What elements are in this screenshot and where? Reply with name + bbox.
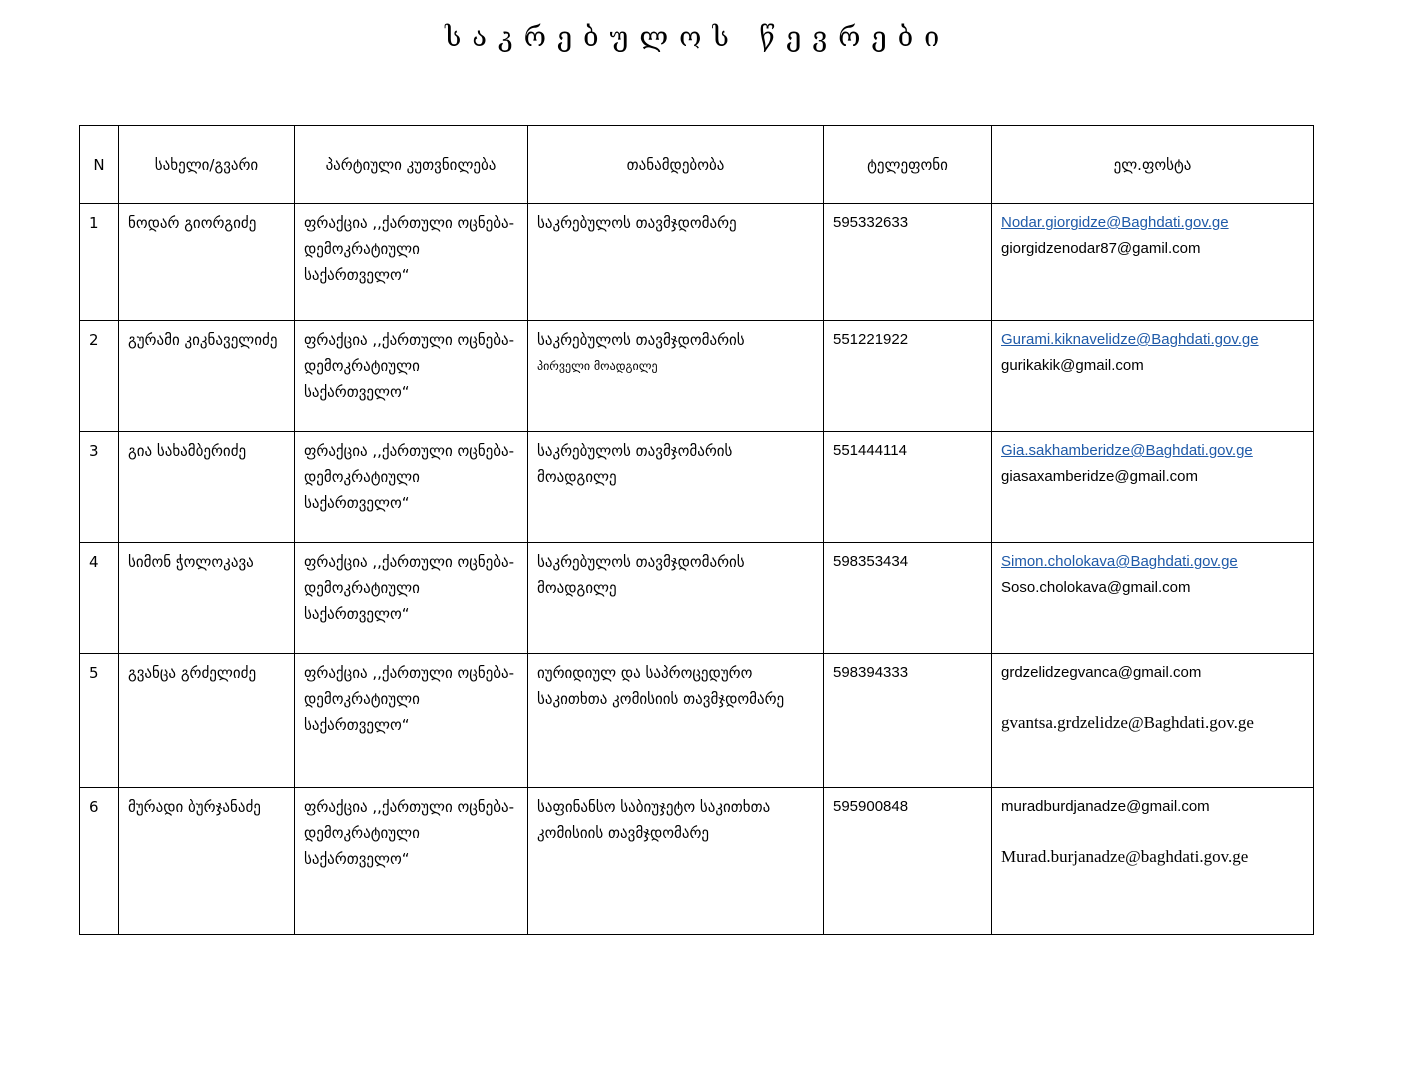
- email-text: gvantsa.grdzelidze@Baghdati.gov.ge: [1001, 713, 1254, 732]
- member-party: ფრაქცია ,,ქართული ოცნება-დემოკრატიული საქართველო“: [295, 654, 528, 788]
- table-header-row: [80, 126, 1314, 204]
- email-link[interactable]: Nodar.giorgidze@Baghdati.gov.ge: [1001, 214, 1229, 231]
- position-text: საკრებულოს თავმჯდომარე: [537, 214, 737, 232]
- row-number: 1: [80, 204, 119, 321]
- email-link[interactable]: Gia.sakhamberidze@Baghdati.gov.ge: [1001, 442, 1253, 459]
- member-phone: 551444114: [824, 432, 992, 543]
- member-email: [992, 543, 1314, 654]
- member-position: [528, 543, 824, 654]
- member-name: გურამი კიკნაველიძე: [119, 321, 295, 432]
- position-text: საკრებულოს თავმჯომარის მოადგილე: [537, 442, 733, 486]
- table-row: [80, 204, 1314, 321]
- member-email: [992, 321, 1314, 432]
- member-email: [992, 788, 1314, 935]
- member-name: გვანცა გრძელიძე: [119, 654, 295, 788]
- member-name: გია სახამბერიძე: [119, 432, 295, 543]
- email-text: Soso.cholokava@gmail.com: [1001, 579, 1191, 596]
- member-phone: 595332633: [824, 204, 992, 321]
- header-position: თანამდებობა: [528, 126, 824, 204]
- member-name: სიმონ ჭოლოკავა: [119, 543, 295, 654]
- position-text: საკრებულოს თავმჯდომარის მოადგილე: [537, 553, 745, 597]
- member-name: ნოდარ გიორგიძე: [119, 204, 295, 321]
- member-party: ფრაქცია ,,ქართული ოცნება-დემოკრატიული საქართველო“: [295, 204, 528, 321]
- email-text: muradburdjanadze@gmail.com: [1001, 798, 1210, 815]
- email-link[interactable]: Simon.cholokava@Baghdati.gov.ge: [1001, 553, 1238, 570]
- position-text: საფინანსო საბიუჯეტო საკითხთა კომისიის თავმჯდომარე: [537, 798, 771, 842]
- page-title: საკრებულოს წევრები: [445, 22, 951, 53]
- member-party: ფრაქცია ,,ქართული ოცნება-დემოკრატიული საქართველო“: [295, 321, 528, 432]
- member-phone: 598353434: [824, 543, 992, 654]
- header-party: პარტიული კუთვნილება: [295, 126, 528, 204]
- position-text: საკრებულოს თავმჯდომარის: [537, 331, 745, 349]
- member-email: [992, 654, 1314, 788]
- member-position: [528, 788, 824, 935]
- table-row: [80, 654, 1314, 788]
- row-number: 4: [80, 543, 119, 654]
- member-phone: 551221922: [824, 321, 992, 432]
- member-name: მურადი ბურჯანაძე: [119, 788, 295, 935]
- member-email: [992, 204, 1314, 321]
- email-text: giorgidzenodar87@gamil.com: [1001, 240, 1201, 257]
- header-number: N: [80, 126, 119, 204]
- member-position: [528, 321, 824, 432]
- header-name: სახელი/გვარი: [119, 126, 295, 204]
- member-phone: 598394333: [824, 654, 992, 788]
- member-email: [992, 432, 1314, 543]
- member-party: ფრაქცია ,,ქართული ოცნება-დემოკრატიული საქართველო“: [295, 432, 528, 543]
- members-table: [79, 125, 1314, 935]
- position-text: იურიდიულ და საპროცედურო საკითხთა კომისიის თავმჯდომარე: [537, 664, 785, 708]
- row-number: 5: [80, 654, 119, 788]
- member-party: ფრაქცია ,,ქართული ოცნება-დემოკრატიული საქართველო“: [295, 788, 528, 935]
- table-row: [80, 543, 1314, 654]
- row-number: 3: [80, 432, 119, 543]
- member-phone: 595900848: [824, 788, 992, 935]
- member-position: [528, 204, 824, 321]
- table-row: [80, 321, 1314, 432]
- header-phone: ტელეფონი: [824, 126, 992, 204]
- position-subtext: პირველი მოადგილე: [537, 359, 658, 373]
- header-email: ელ.ფოსტა: [992, 126, 1314, 204]
- email-text: gurikakik@gmail.com: [1001, 357, 1144, 374]
- email-text: Murad.burjanadze@baghdati.gov.ge: [1001, 847, 1249, 866]
- table-row: [80, 788, 1314, 935]
- email-link[interactable]: Gurami.kiknavelidze@Baghdati.gov.ge: [1001, 331, 1259, 348]
- member-position: [528, 432, 824, 543]
- table-row: [80, 432, 1314, 543]
- member-position: [528, 654, 824, 788]
- row-number: 6: [80, 788, 119, 935]
- email-text: giasaxamberidze@gmail.com: [1001, 468, 1198, 485]
- row-number: 2: [80, 321, 119, 432]
- member-party: ფრაქცია ,,ქართული ოცნება-დემოკრატიული საქართველო“: [295, 543, 528, 654]
- email-text: grdzelidzegvanca@gmail.com: [1001, 664, 1202, 681]
